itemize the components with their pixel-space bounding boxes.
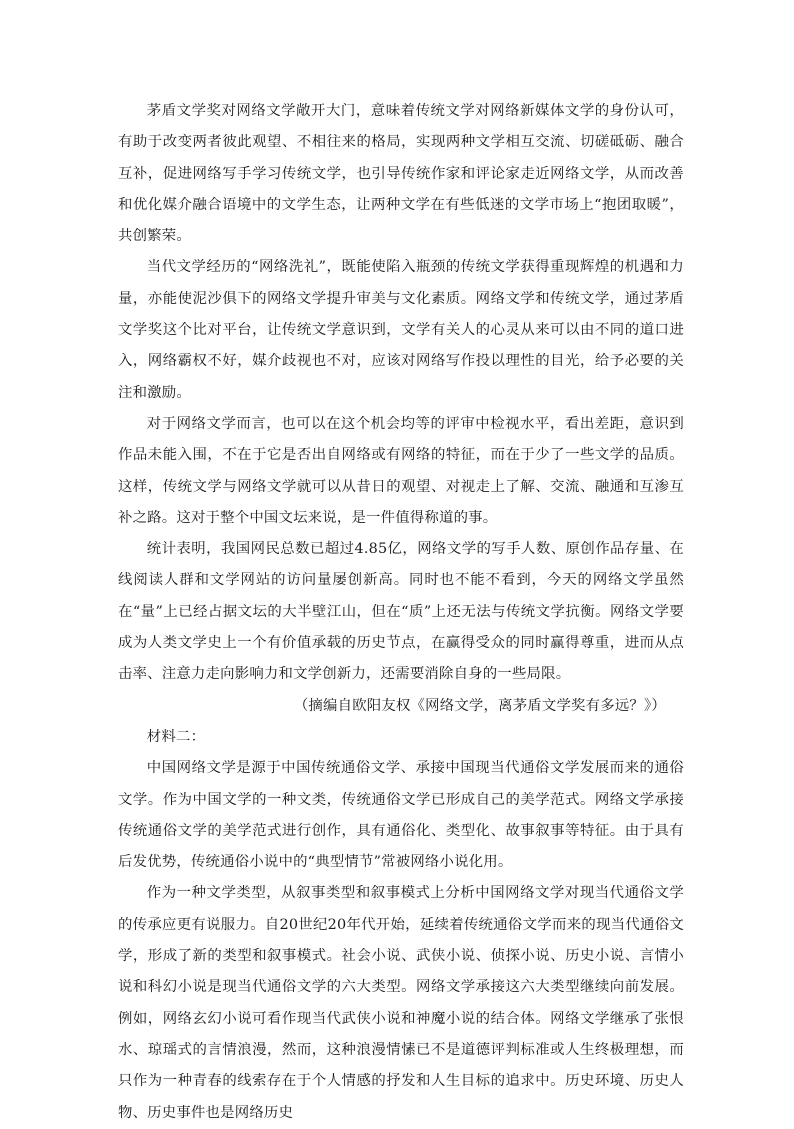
document-page — [118, 96, 684, 1129]
material-label: 材料二： — [146, 728, 206, 745]
source-citation: （摘编自欧阳友权《网络文学，离茅盾文学奖有多远？》） — [293, 697, 666, 714]
paragraph-5: 中国网络文学是源于中国传统通俗文学、承接中国现当代通俗文学发展而来的通俗文学。作为中国文学的一种文类，传统通俗文学已形成自己的美学范式。网络文学承接传统通俗文学的美学范式进行创作，具有通俗化、类型化、故事叙事等特征。由于具有后发优势，传统通俗小说中的“典型情节”常被网络小说化用。 — [118, 760, 684, 871]
paragraph-3: 对于网络文学而言，也可以在这个机会均等的评审中检视水平，看出差距，意识到作品未能入围，不在于它是否出自网络或有网络的特征，而在于少了一些文学的品质。这样，传统文学与网络文学就可以从昔日的观望、对视走上了解、交流、融通和互渗互补之路。这对于整个中国文坛来说，是一件值得称道的事。 — [118, 415, 684, 526]
paragraph-4: 统计表明，我国网民总数已超过4.85亿，网络文学的写手人数、原创作品存量、在线阅读人群和文学网站的访问量屡创新高。同时也不能不看到，今天的网络文学虽然在“量”上已经占据文坛的大半壁江山，但在“质”上还无法与传统文学抗衡。网络文学要成为人类文学史上一个有价值承载的历史节点，在赢得受众的同时赢得尊重，进而从点击率、注意力走向影响力和文学创新力，还需要消除自身的一些局限。 — [118, 541, 684, 683]
paragraph-6: 作为一种文学类型，从叙事类型和叙事模式上分析中国网络文学对现当代通俗文学的传承应更有说服力。自20世纪20年代开始，延续着传统通俗文学而来的现当代通俗文学，形成了新的类型和叙事模式。社会小说、武侠小说、侦探小说、历史小说、言情小说和科幻小说是现当代通俗文学的六大类型。网络文学承接这六大类型继续向前发展。例如，网络玄幻小说可看作现当代武侠小说和神魔小说的结合体。网络文学继承了张恨水、琼瑶式的言情浪漫，然而，这种浪漫情愫已不是道德评判标准或人生终极理想，而只作为一种青春的线索存在于个人情感的抒发和人生目标的追求中。历史环境、历史人物、历史事件也是网络历史 — [118, 885, 684, 1121]
paragraph-1: 茅盾文学奖对网络文学敞开大门，意味着传统文学对网络新媒体文学的身份认可，有助于改变两者彼此观望、不相往来的格局，实现两种文学相互交流、切磋砥砺、融合互补，促进网络写手学习传统文学，也引导传统作家和评论家走近网络文学，从而改善和优化媒介融合语境中的文学生态，让两种文学在有些低迷的文学市场上“抱团取暖”，共创繁荣。 — [118, 103, 684, 245]
paragraph-2: 当代文学经历的“网络洗礼”，既能使陷入瓶颈的传统文学获得重现辉煌的机遇和力量，亦能使泥沙俱下的网络文学提升审美与文化素质。网络文学和传统文学，通过茅盾文学奖这个比对平台，让传统文学意识到，文学有关人的心灵从来可以由不同的道口进入，网络霸权不好，媒介歧视也不对，应该对网络写作投以理性的目光，给予必要的关注和激励。 — [118, 259, 684, 401]
